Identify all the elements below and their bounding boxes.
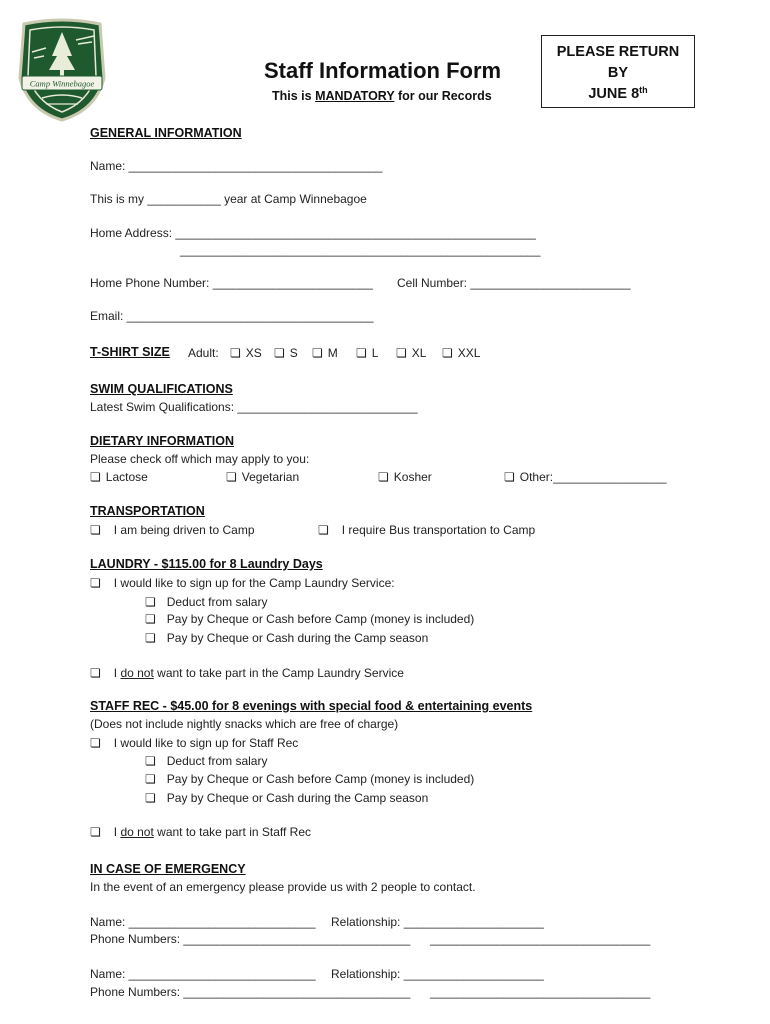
checkbox-icon: ❏ [504, 470, 515, 484]
email-field[interactable]: Email: _____________________________________ [90, 309, 374, 323]
checkbox-icon: ❏ [442, 346, 453, 360]
size-s-option[interactable]: ❏ S [274, 346, 298, 360]
tshirt-heading: T-SHIRT SIZE [90, 345, 170, 359]
staff-rec-heading: STAFF REC - $45.00 for 8 evenings with special food & entertaining events [90, 699, 533, 713]
checkbox-icon: ❏ [145, 612, 156, 626]
size-xxl-option[interactable]: ❏ XXL [442, 346, 481, 360]
transport-bus-option[interactable]: ❏ I require Bus transportation to Camp [318, 523, 536, 537]
page-title: Staff Information Form [264, 58, 502, 83]
home-phone-field[interactable]: Home Phone Number: ________________________ [90, 276, 373, 290]
emergency-instruction: In the event of an emergency please provide us with 2 people to contact. [90, 880, 476, 894]
diet-lactose-option[interactable]: ❏ Lactose [90, 470, 148, 484]
laundry-opt-out-option[interactable]: ❏ I do not want to take part in the Camp Laundry Service [90, 666, 404, 680]
contact1-relationship-field[interactable]: Relationship: _____________________ [331, 915, 544, 929]
swim-heading: SWIM QUALIFICATIONS [90, 382, 233, 396]
name-field[interactable]: Name: ______________________________________ [90, 159, 383, 173]
contact2-relationship-field[interactable]: Relationship: _____________________ [331, 967, 544, 981]
laundry-salary-option[interactable]: ❏ Deduct from salary [145, 595, 268, 609]
home-address-field[interactable]: Home Address: ______________________________________________________ [90, 226, 536, 240]
home-address-field-line2[interactable]: ______________________________________________________ [180, 243, 541, 257]
checkbox-icon: ❏ [145, 631, 156, 645]
dietary-heading: DIETARY INFORMATION [90, 434, 234, 448]
dietary-instruction: Please check off which may apply to you: [90, 452, 310, 466]
diet-other-option[interactable]: ❏ Other:_________________ [504, 470, 667, 484]
checkbox-icon: ❏ [396, 346, 407, 360]
checkbox-icon: ❏ [90, 825, 101, 839]
checkbox-icon: ❏ [378, 470, 389, 484]
contact1-phone-field[interactable]: Phone Numbers: __________________________________ [90, 932, 411, 946]
checkbox-icon: ❏ [90, 523, 101, 537]
year-field[interactable]: This is my ___________ year at Camp Winnebagoe [90, 192, 367, 206]
return-by-box: PLEASE RETURN BY JUNE 8th [541, 35, 695, 108]
staff-rec-before-camp-option[interactable]: ❏ Pay by Cheque or Cash before Camp (money is included) [145, 772, 475, 786]
checkbox-icon: ❏ [90, 666, 101, 680]
transport-heading: TRANSPORTATION [90, 504, 205, 518]
size-m-option[interactable]: ❏ M [312, 346, 338, 360]
checkbox-icon: ❏ [90, 576, 101, 590]
contact2-phone2-field[interactable]: _________________________________ [430, 985, 651, 999]
size-xs-option[interactable]: ❏ XS [230, 346, 262, 360]
contact2-phone-field[interactable]: Phone Numbers: __________________________________ [90, 985, 411, 999]
checkbox-icon: ❏ [356, 346, 367, 360]
staff-rec-salary-option[interactable]: ❏ Deduct from salary [145, 754, 268, 768]
page-subtitle: This is MANDATORY for our Records [272, 89, 492, 103]
staff-rec-opt-out-option[interactable]: ❏ I do not want to take part in Staff Rec [90, 825, 312, 839]
checkbox-icon: ❏ [145, 595, 156, 609]
checkbox-icon: ❏ [145, 772, 156, 786]
contact1-name-field[interactable]: Name: ____________________________ [90, 915, 316, 929]
laundry-before-camp-option[interactable]: ❏ Pay by Cheque or Cash before Camp (money is included) [145, 612, 475, 626]
checkbox-icon: ❏ [274, 346, 285, 360]
camp-logo [16, 18, 108, 122]
size-l-option[interactable]: ❏ L [356, 346, 379, 360]
diet-kosher-option[interactable]: ❏ Kosher [378, 470, 432, 484]
checkbox-icon: ❏ [230, 346, 241, 360]
laundry-signup-option[interactable]: ❏ I would like to sign up for the Camp Laundry Service: [90, 576, 395, 590]
checkbox-icon: ❏ [145, 791, 156, 805]
checkbox-icon: ❏ [90, 736, 101, 750]
laundry-heading: LAUNDRY - $115.00 for 8 Laundry Days [90, 557, 323, 571]
contact2-name-field[interactable]: Name: ____________________________ [90, 967, 316, 981]
size-xl-option[interactable]: ❏ XL [396, 346, 427, 360]
contact1-phone2-field[interactable]: _________________________________ [430, 932, 651, 946]
general-heading: GENERAL INFORMATION [90, 126, 242, 140]
cell-number-field[interactable]: Cell Number: ________________________ [397, 276, 631, 290]
adult-label: Adult: [188, 346, 219, 360]
staff-rec-signup-option[interactable]: ❏ I would like to sign up for Staff Rec [90, 736, 299, 750]
swim-qualifications-field[interactable]: Latest Swim Qualifications: ___________________________ [90, 400, 418, 414]
transport-driven-option[interactable]: ❏ I am being driven to Camp [90, 523, 255, 537]
checkbox-icon: ❏ [318, 523, 329, 537]
emergency-heading: IN CASE OF EMERGENCY [90, 862, 246, 876]
logo-text: Camp Winnebagoe [29, 78, 95, 89]
checkbox-icon: ❏ [90, 470, 101, 484]
staff-rec-during-camp-option[interactable]: ❏ Pay by Cheque or Cash during the Camp season [145, 791, 429, 805]
diet-vegetarian-option[interactable]: ❏ Vegetarian [226, 470, 300, 484]
checkbox-icon: ❏ [226, 470, 237, 484]
checkbox-icon: ❏ [312, 346, 323, 360]
staff-rec-note: (Does not include nightly snacks which are free of charge) [90, 717, 399, 731]
laundry-during-camp-option[interactable]: ❏ Pay by Cheque or Cash during the Camp season [145, 631, 429, 645]
checkbox-icon: ❏ [145, 754, 156, 768]
